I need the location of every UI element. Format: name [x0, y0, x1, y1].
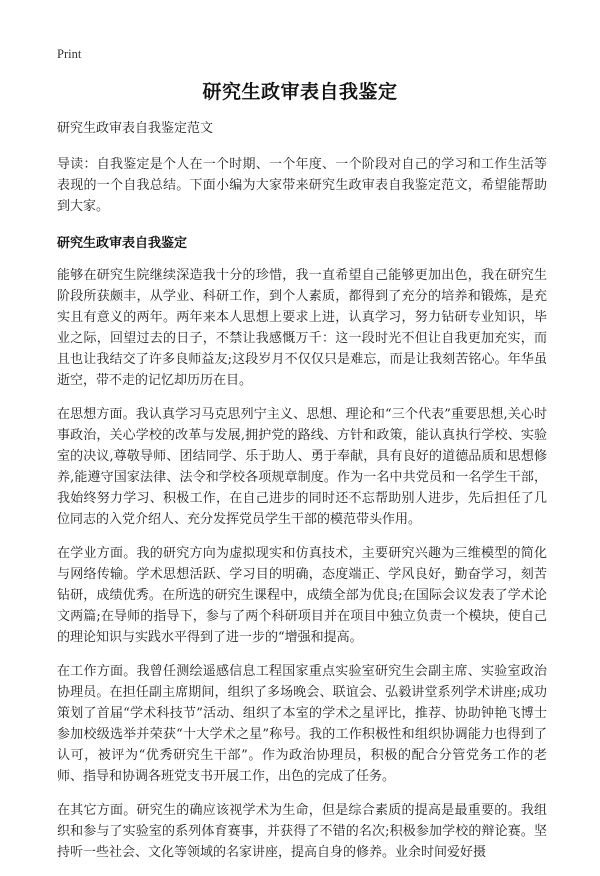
page-title: 研究生政审表自我鉴定: [202, 81, 398, 103]
article-body: [57, 118, 547, 876]
paragraph-other: 在其它方面。研究生的确应该视学术为生命，但是综合素质的提高是最重要的。我组织和参与了实验室的系列体育赛事，并获得了不错的名次;积极参加学校的辩论赛。坚持听一些社会、文化等领域的名家讲座，提高自身的修养。业余时间爱好摄: [57, 803, 547, 860]
paragraph-work: 在工作方面。我曾任测绘遥感信息工程国家重点实验室研究生会副主席、实验室政治协理员。在担任副主席期间，组织了多场晚会、联谊会、弘毅讲堂系列学术讲座;成功策划了首届“学术科技节”活动、组织了本室的学术之星评比，推荐、协助钟艳飞博士参加校级选举并荣获“十大学术之星”称号。我的工作积极性和组织协调能力也得到了认可，被评为“优秀研究生干部”。作为政治协理员，积极的配合分管党务工作的老师、指导和协调各班党支书开展工作，出色的完成了任务。: [57, 664, 547, 784]
paragraph-opening: 能够在研究生院继续深造我十分的珍惜，我一直希望自己能够更加出色，我在研究生阶段所获颇丰，从学业、科研工作，到个人素质，都得到了充分的培养和锻炼，是充实且有意义的两年。两年来本人思想上要求上进，认真学习，努力钻研专业知识，毕业之际，回望过去的日子，不禁让我感慨万千：这一段时光不但让自我更加充实，而且也让我结交了许多良师益友;这段岁月不仅仅只是难忘，而是让我刻苦铭心。年华虽逝空，带不走的记忆却历历在目。: [57, 268, 547, 388]
intro-paragraph: 导读：自我鉴定是个人在一个时期、一个年度、一个阶段对自己的学习和工作生活等表现的一个自我总结。下面小编为大家带来研究生政审表自我鉴定范文，希望能帮助到大家。: [57, 157, 547, 214]
article-subtitle: 研究生政审表自我鉴定范文: [57, 121, 214, 136]
paragraph-academics: 在学业方面。我的研究方向为虚拟现实和仿真技术，主要研究兴趣为三维模型的简化与网络传输。学术思想活跃、学习目的明确，态度端正、学风良好，勤奋学习，刻苦钻研，成绩优秀。在所选的研究生课程中，成绩全部为优良;在国际会议发表了学术论文两篇;在导师的指导下，参与了两个科研项目并在项目中独立负责一个模块，使自己的理论知识与实践水平得到了进一步的“增强和提高。: [57, 546, 547, 645]
paragraph-ideology: 在思想方面。我认真学习马克思列宁主义、思想、理论和“三个代表”重要思想,关心时事政治，关心学校的改革与发展,拥护党的路线、方针和政策，能认真执行学校、实验室的决议,尊敬导师、团结同学、乐于助人、勇于奉献，具有良好的道德品质和思想修养,能遵守国家法律、法令和学校各项规章制度。作为一名中共党员和一名学生干部，我始终努力学习、积极工作，在自己进步的同时还不忘帮助别人进步，先后担任了几位同志的入党介绍人、充分发挥党员学生干部的模范带头作用。: [57, 407, 547, 527]
section-heading: 研究生政审表自我鉴定: [57, 236, 188, 251]
print-link[interactable]: Print: [57, 47, 82, 61]
